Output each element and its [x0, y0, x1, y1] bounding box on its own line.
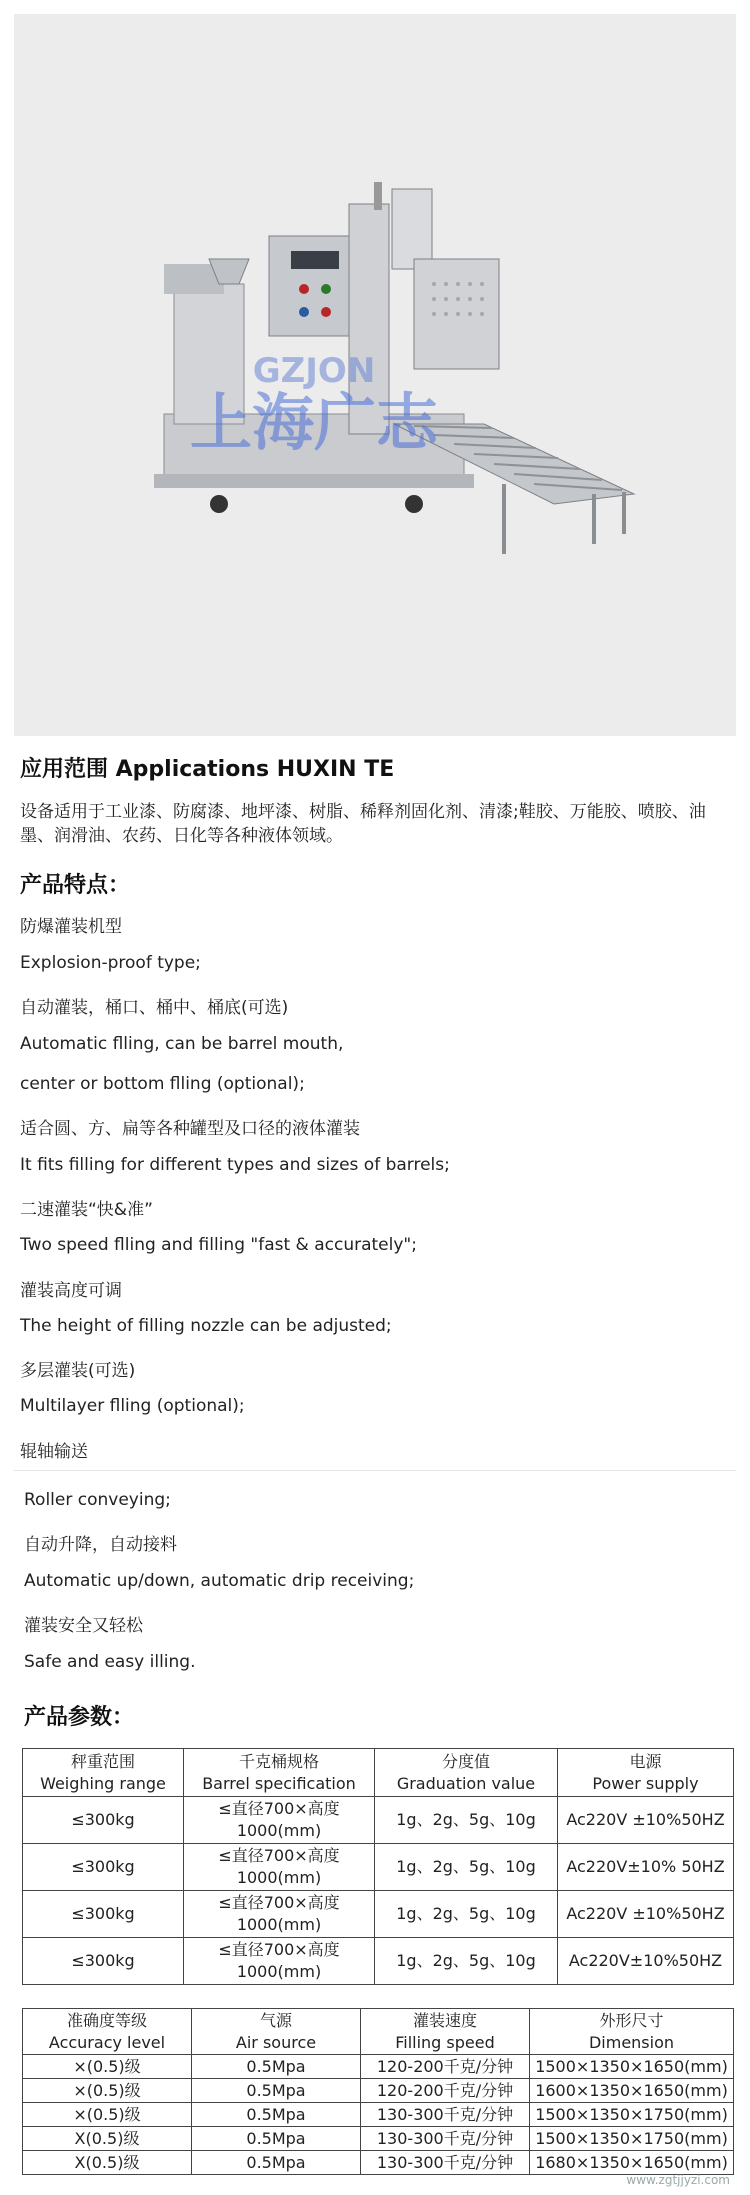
feature-line: 自动升降，自动接料 [24, 1535, 177, 1555]
table-cell: ≤直径700×高度 1000(mm) [184, 1938, 375, 1985]
spec-table-1 [22, 1748, 734, 1985]
table-header-cell: 气源 Air source [192, 2009, 361, 2055]
table-row [23, 2055, 734, 2079]
table-row [23, 2103, 734, 2127]
table-row [23, 1891, 734, 1938]
spec-table-2 [22, 2008, 734, 2175]
feature-line: Explosion-proof type; [20, 953, 201, 973]
table-row [23, 1797, 734, 1844]
feature-line: Two speed flling and filling "fast & accurately"; [20, 1235, 417, 1255]
feature-line: 适合圆、方、扁等各种罐型及口径的液体灌装 [20, 1119, 360, 1139]
table-header-row [23, 1749, 734, 1797]
table-cell: ×(0.5)级 [23, 2103, 192, 2127]
table-cell: ≤300kg [23, 1797, 184, 1844]
table-row [23, 2127, 734, 2151]
table-header-row [23, 2009, 734, 2055]
feature-line: Automatic up/down, automatic drip receiving; [24, 1571, 415, 1591]
table-row [23, 1844, 734, 1891]
table-header-cell: 准确度等级 Accuracy level [23, 2009, 192, 2055]
feature-line: 辊轴输送 [20, 1442, 88, 1462]
table-cell: ≤300kg [23, 1891, 184, 1938]
table-cell: ≤直径700×高度 1000(mm) [184, 1891, 375, 1938]
table-cell: 1600×1350×1650(mm) [530, 2079, 734, 2103]
table-cell: 0.5Mpa [192, 2079, 361, 2103]
divider [14, 1470, 736, 1471]
table-cell: 1500×1350×1650(mm) [530, 2055, 734, 2079]
table-cell: 1g、2g、5g、10g [375, 1797, 558, 1844]
feature-line: The height of filling nozzle can be adjusted; [20, 1316, 392, 1336]
feature-line: 灌装安全又轻松 [24, 1616, 143, 1636]
table-row [23, 2151, 734, 2175]
product-image [14, 14, 736, 736]
table-header-cell: 秤重范围 Weighing range [23, 1749, 184, 1797]
table-cell: 130-300千克/分钟 [361, 2127, 530, 2151]
table-row [23, 1938, 734, 1985]
table-cell: ×(0.5)级 [23, 2055, 192, 2079]
table-cell: 130-300千克/分钟 [361, 2151, 530, 2175]
table-cell: 1680×1350×1650(mm) [530, 2151, 734, 2175]
table-cell: ≤300kg [23, 1844, 184, 1891]
features-title: 产品特点： [20, 873, 131, 898]
table-cell: ×(0.5)级 [23, 2079, 192, 2103]
table-cell: 1g、2g、5g、10g [375, 1938, 558, 1985]
table-cell: 1500×1350×1750(mm) [530, 2103, 734, 2127]
feature-line: Safe and easy illing. [24, 1652, 196, 1672]
feature-line: 自动灌装，桶口、桶中、桶底(可选) [20, 998, 289, 1018]
feature-line: Multilayer flling (optional); [20, 1396, 245, 1416]
table-header-cell: 灌装速度 Filling speed [361, 2009, 530, 2055]
feature-line: It fits filling for different types and sizes of barrels; [20, 1155, 450, 1175]
table-header-cell: 电源 Power supply [558, 1749, 734, 1797]
table-cell: 0.5Mpa [192, 2151, 361, 2175]
feature-line: 灌装高度可调 [20, 1281, 122, 1301]
params-title: 产品参数： [24, 1705, 135, 1730]
table-cell: ≤直径700×高度 1000(mm) [184, 1797, 375, 1844]
table-header-cell: 分度值 Graduation value [375, 1749, 558, 1797]
table-cell: 120-200千克/分钟 [361, 2079, 530, 2103]
applications-text: 设备适用于工业漆、防腐漆、地坪漆、树脂、稀释剂固化剂、清漆;鞋胶、万能胶、喷胶、油墨、润滑油、农药、日化等各种液体领域。 [20, 802, 706, 846]
logo-text: GZJON [252, 351, 376, 391]
table-cell: 120-200千克/分钟 [361, 2055, 530, 2079]
table-cell: 1g、2g、5g、10g [375, 1844, 558, 1891]
table-cell: X(0.5)级 [23, 2127, 192, 2151]
table-cell: Ac220V±10%50HZ [558, 1938, 734, 1985]
table-row [23, 2079, 734, 2103]
table-cell: Ac220V±10% 50HZ [558, 1844, 734, 1891]
table-cell: Ac220V ±10%50HZ [558, 1797, 734, 1844]
feature-line: Automatic flling, can be barrel mouth, [20, 1034, 344, 1054]
table-cell: Ac220V ±10%50HZ [558, 1891, 734, 1938]
feature-line: 防爆灌装机型 [20, 917, 122, 937]
table-cell: 0.5Mpa [192, 2127, 361, 2151]
table-cell: 1g、2g、5g、10g [375, 1891, 558, 1938]
table-cell: X(0.5)级 [23, 2151, 192, 2175]
applications-title: 应用范围 Applications HUXIN TE [20, 757, 395, 782]
table-header-cell: 千克桶规格 Barrel specification [184, 1749, 375, 1797]
logo-cn: 上海广志 [189, 386, 439, 459]
table-cell: 130-300千克/分钟 [361, 2103, 530, 2127]
table-cell: 0.5Mpa [192, 2055, 361, 2079]
table-cell: ≤300kg [23, 1938, 184, 1985]
table-header-cell: 外形尺寸 Dimension [530, 2009, 734, 2055]
watermark: www.zgtjjyzi.com [626, 2173, 730, 2187]
feature-line: Roller conveying; [24, 1490, 171, 1510]
feature-line: 二速灌装“快&准” [20, 1200, 153, 1220]
table-cell: ≤直径700×高度 1000(mm) [184, 1844, 375, 1891]
feature-line: 多层灌装(可选) [20, 1361, 136, 1381]
table-cell: 1500×1350×1750(mm) [530, 2127, 734, 2151]
table-cell: 0.5Mpa [192, 2103, 361, 2127]
feature-line: center or bottom flling (optional); [20, 1074, 305, 1094]
